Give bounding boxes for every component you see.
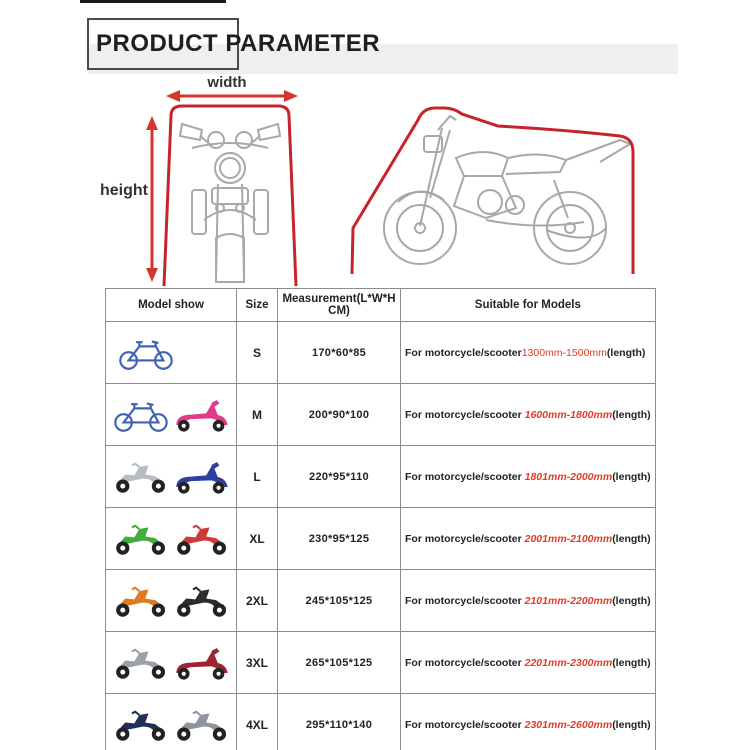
suitable-cell (401, 694, 656, 750)
motorcycle-icon (173, 519, 231, 559)
suitable-cell (401, 384, 656, 446)
motorcycle-icon (112, 457, 170, 497)
suitable-prefix: For motorcycle/scooter (405, 470, 525, 483)
vehicle-images (107, 695, 235, 750)
vehicle-images (107, 509, 235, 568)
table-row (106, 632, 656, 694)
suitable-range: 2301mm-2600mm (524, 718, 613, 731)
vehicle-images (107, 571, 235, 630)
table-row (106, 508, 656, 570)
suitable-suffix: (length) (612, 532, 651, 545)
cover-outline-front (164, 106, 296, 286)
suitable-range: 2001mm-2100mm (524, 532, 613, 545)
vehicle-images (107, 447, 235, 506)
suitable-suffix: (length) (612, 408, 651, 421)
bicycle-icon (117, 333, 175, 373)
suitable-range: 2201mm-2300mm (524, 656, 613, 669)
suitable-prefix: For motorcycle/scooter (405, 718, 525, 731)
height-arrow-icon (146, 116, 158, 282)
suitable-prefix: For motorcycle/scooter (405, 656, 525, 669)
vehicle-images (107, 323, 235, 382)
col-size: Size (237, 289, 278, 322)
model-show-cell (106, 446, 237, 508)
motorcycle-side-cover-diagram (338, 78, 650, 278)
suitable-cell (401, 570, 656, 632)
page-title: PRODUCT PARAMETER (96, 30, 381, 57)
size-cell: XL (237, 508, 278, 570)
size-cell: 2XL (237, 570, 278, 632)
motorcycle-icon (112, 581, 170, 621)
table-row (106, 446, 656, 508)
motorcycle-icon (173, 581, 231, 621)
vehicle-images (107, 633, 235, 692)
size-cell: S (237, 322, 278, 384)
suitable-range: 1801mm-2000mm (524, 470, 613, 483)
bicycle-icon (112, 395, 170, 435)
suitable-prefix: For motorcycle/scooter (405, 532, 525, 545)
top-accent-line (80, 0, 226, 3)
table-header-row (106, 289, 656, 322)
scooter-icon (173, 395, 231, 435)
model-show-cell (106, 322, 237, 384)
motorcycle-icon (112, 519, 170, 559)
motorcycle-side-sketch (384, 116, 630, 264)
suitable-cell (401, 508, 656, 570)
measurement-cell: 220*95*110 (278, 446, 401, 508)
model-show-cell (106, 508, 237, 570)
height-label: height (100, 182, 148, 199)
suitable-suffix: (length) (612, 656, 651, 669)
model-show-cell (106, 694, 237, 750)
motorcycle-front-cover-diagram (108, 72, 313, 288)
suitable-suffix: (length) (612, 594, 651, 607)
size-cell: M (237, 384, 278, 446)
table-row (106, 570, 656, 632)
suitable-prefix: For motorcycle/scooter (405, 346, 522, 359)
suitable-suffix: (length) (612, 718, 651, 731)
scooter-icon (173, 643, 231, 683)
measurement-cell: 170*60*85 (278, 322, 401, 384)
suitable-cell (401, 632, 656, 694)
suitable-range: 1600mm-1800mm (524, 408, 613, 421)
scooter-icon (173, 457, 231, 497)
col-measurement: Measurement(L*W*H CM) (278, 289, 401, 322)
suitable-cell (401, 322, 656, 384)
col-suitable: Suitable for Models (401, 289, 656, 322)
table-row (106, 384, 656, 446)
model-show-cell (106, 570, 237, 632)
width-label: width (207, 74, 247, 91)
suitable-prefix: For motorcycle/scooter (405, 594, 525, 607)
motorcycle-front-sketch (180, 124, 280, 282)
width-arrow-icon (166, 90, 298, 102)
measurement-cell: 295*110*140 (278, 694, 401, 750)
measurement-cell: 230*95*125 (278, 508, 401, 570)
suitable-prefix: For motorcycle/scooter (405, 408, 525, 421)
size-cell: L (237, 446, 278, 508)
suitable-suffix: (length) (612, 470, 651, 483)
measurement-cell: 265*105*125 (278, 632, 401, 694)
suitable-suffix: (length) (606, 346, 646, 359)
model-show-cell (106, 632, 237, 694)
size-table (105, 288, 656, 750)
model-show-cell (106, 384, 237, 446)
table-row (106, 694, 656, 750)
suitable-range: 2101mm-2200mm (524, 594, 613, 607)
vehicle-images (107, 385, 235, 444)
motorcycle-icon (112, 705, 170, 745)
measurement-cell: 245*105*125 (278, 570, 401, 632)
suitable-cell (401, 446, 656, 508)
size-cell: 4XL (237, 694, 278, 750)
col-model-show: Model show (106, 289, 237, 322)
table-row (106, 322, 656, 384)
motorcycle-icon (173, 705, 231, 745)
size-cell: 3XL (237, 632, 278, 694)
motorcycle-icon (112, 643, 170, 683)
measurement-cell: 200*90*100 (278, 384, 401, 446)
suitable-range: 1300mm-1500mm (521, 346, 607, 359)
